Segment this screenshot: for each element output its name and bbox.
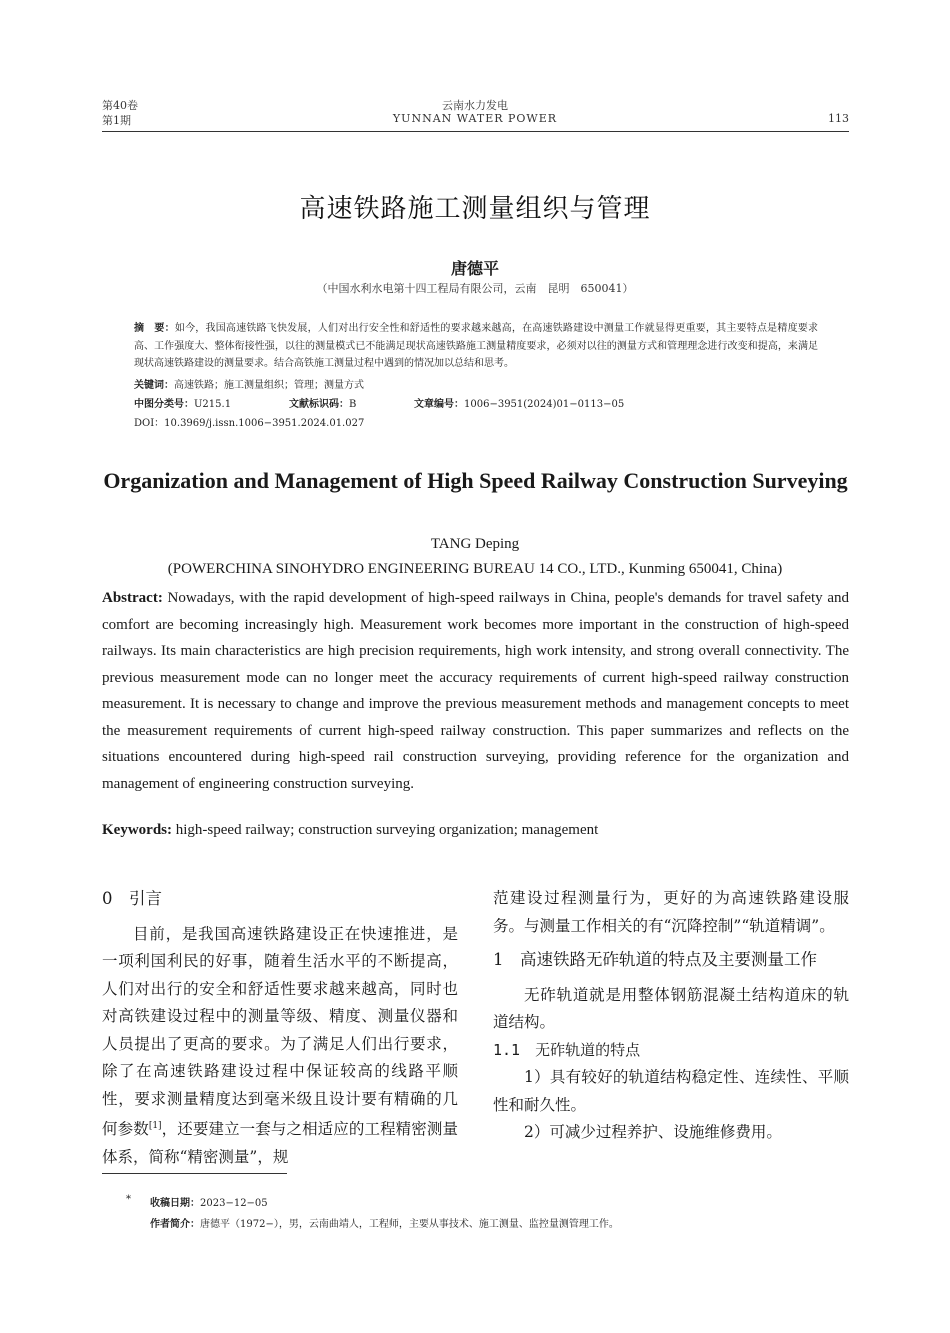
page-title-cn: 高速铁路施工测量组织与管理	[299, 194, 651, 224]
list-item-1: 1）具有较好的轨道结构稳定性、连续性、平顺性和耐久性。	[493, 1068, 849, 1114]
body-left-column	[102, 885, 458, 1171]
received-label: 收稿日期：	[150, 1198, 200, 1209]
keywords-cn-label: 关键词：	[134, 380, 174, 391]
keywords-en	[102, 822, 849, 839]
page-title-en: Organization and Management of High Speed Railway Construction Surveying	[103, 468, 848, 493]
heading-section-1: 1 高速铁路无砟轨道的特点及主要测量工作	[493, 950, 817, 969]
intro-paragraph-continued: 范建设过程测量行为，更好的为高速铁路建设服务。与测量工作相关的有“沉降控制”“轨道精调”。	[493, 889, 849, 935]
doc-value: B	[349, 399, 357, 410]
doi: DOI：10.3969/j.issn.1006−3951.2024.01.027	[134, 418, 365, 429]
author-en: TANG Deping	[430, 536, 520, 552]
author-bio-value: 唐德平（1972−），男，云南曲靖人，工程师，主要从事技术、施工测量、监控量测管理工作。	[200, 1219, 619, 1230]
abstract-en-label: Abstract:	[102, 590, 163, 606]
intro-text-b: ，还要建立一套与之相适应的工程精密测量体系，简称“精密测量”，规	[102, 1120, 458, 1166]
clc-label: 中图分类号：	[134, 399, 194, 410]
journal-name-cn: 云南水力发电	[442, 99, 508, 112]
abstract-cn-label: 摘 要：	[134, 323, 175, 334]
list-item-2: 2）可减少过程养护、设施维修费用。	[524, 1123, 782, 1141]
received-date	[150, 1194, 268, 1209]
intro-paragraph	[102, 921, 458, 1172]
footnote-star: *	[126, 1194, 131, 1205]
section-1-paragraph: 无砟轨道就是用整体钢筋混凝土结构道床的轨道结构。	[493, 985, 849, 1031]
affiliation-cn: （中国水利水电第十四工程局有限公司，云南 昆明 650041）	[316, 282, 634, 295]
clc-value: U215.1	[194, 399, 232, 410]
article-label: 文章编号：	[414, 399, 464, 410]
page-number: 113	[828, 112, 849, 125]
keywords-cn-text: 高速铁路；施工测量组织；管理；测量方式	[174, 380, 364, 391]
volume-label: 第40卷	[102, 99, 138, 112]
clc-number	[134, 395, 231, 410]
abstract-cn-text: 如今，我国高速铁路飞快发展，人们对出行安全性和舒适性的要求越来越高，在高速铁路建设中测量工作就显得更重要，其主要特点是精度要求高、工作强度大、整体衔接性强，以往的测量模式已不能满足现状高速铁路施工测量精度要求，必须对以往的测量方式和管理理念进行改变和提高，来满足现状高速铁路建设的测量要求。结合高铁施工测量过程中遇到的情况加以总结和思考。	[134, 323, 819, 369]
affiliation-en: (POWERCHINA SINOHYDRO ENGINEERING BUREAU 14 CO., LTD., Kunming 650041, China)	[167, 561, 783, 577]
abstract-cn	[134, 320, 818, 373]
body-right-column	[493, 885, 849, 1147]
received-value: 2023−12−05	[200, 1198, 268, 1209]
doc-label: 文献标识码：	[289, 399, 349, 410]
article-number	[414, 395, 624, 410]
author-bio-label: 作者简介：	[150, 1219, 200, 1230]
abstract-en	[102, 585, 849, 797]
keywords-en-label: Keywords:	[102, 822, 172, 838]
journal-name-en: YUNNAN WATER POWER	[392, 112, 558, 125]
footnote-rule	[102, 1173, 287, 1174]
header-rule	[102, 131, 849, 132]
doc-code	[289, 395, 356, 410]
heading-section-1-1: 1.1 无砟轨道的特点	[493, 1040, 641, 1059]
author-bio	[150, 1215, 619, 1230]
article-value: 1006−3951(2024)01−0113−05	[464, 399, 625, 410]
abstract-en-text: Nowadays, with the rapid development of high-speed railways in China, people's demands for travel safety and comfort are becoming increasingly high. Measurement work becomes more important in the construction of high-speed railways. Its main characteristics are high precision requirements, high work intensity, and strong overall connectivity. The previous measurement mode can no longer meet the accuracy requirements of current high-speed railway construction measurement. It is necessary to change and improve the previous measurement methods and management concepts to meet the measurement requirements of current high-speed railway construction. This paper summarizes and reflects on the situations encountered during high-speed rail construction surveying, providing reference for the organization and management of engineering construction surveying.	[102, 590, 849, 792]
intro-text-a: 目前，是我国高速铁路建设正在快速推进，是一项利国利民的好事，随着生活水平的不断提高，人们对出行的安全和舒适性要求越来越高，同时也对高铁建设过程中的测量等级、精度、测量仪器和人员提出了更高的要求。为了满足人们出行要求，除了在高速铁路建设过程中保证较高的线路平顺性，要求测量精度达到毫米级且设计要有精确的几何参数	[102, 924, 458, 1139]
keywords-cn	[134, 376, 364, 391]
heading-introduction: 0 引言	[102, 889, 162, 908]
keywords-en-text: high-speed railway; construction surveying organization; management	[175, 822, 599, 838]
author-cn: 唐德平	[450, 259, 499, 278]
citation-ref-1[interactable]: [1]	[148, 1121, 162, 1131]
issue-label: 第1期	[102, 114, 131, 127]
